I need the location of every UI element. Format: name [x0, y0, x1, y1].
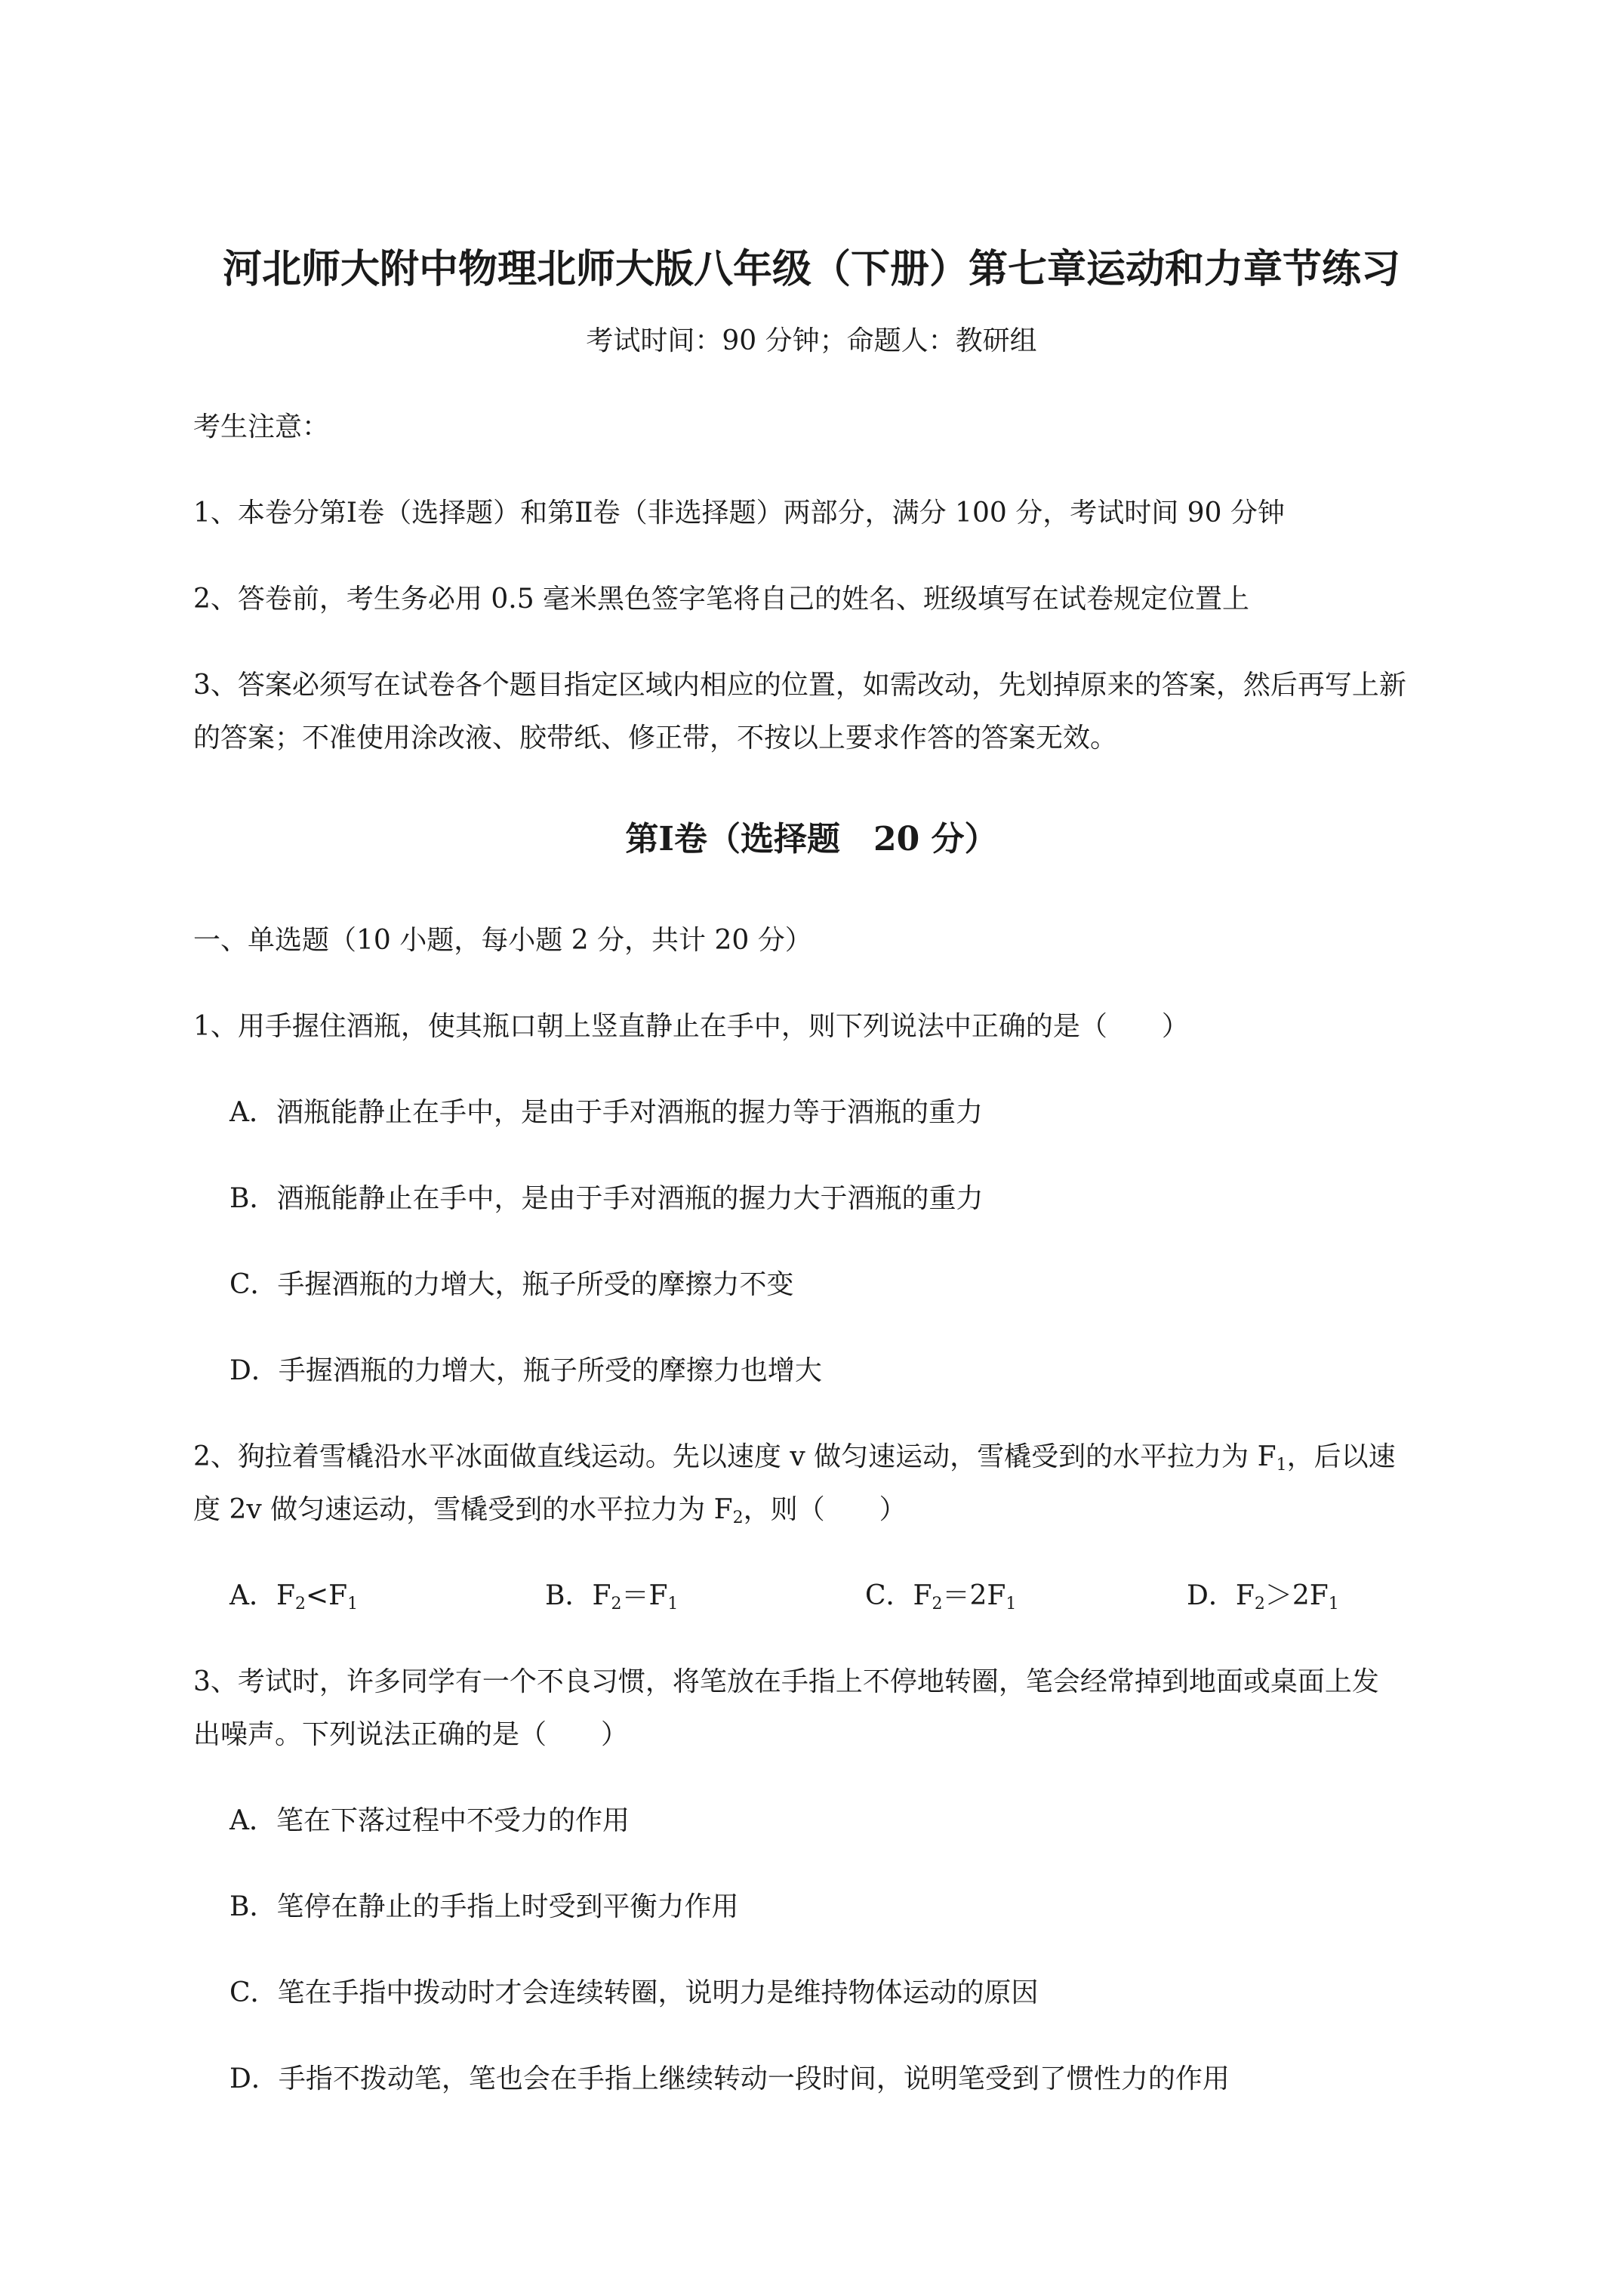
notice-heading: 考生注意：: [193, 411, 330, 442]
notice-item: 2、答卷前，考生务必用 0.5 毫米黑色签字笔将自己的姓名、班级填写在试卷规定位置上: [193, 584, 1250, 615]
part-heading: 一、单选题（10 小题，每小题 2 分，共计 20 分）: [193, 925, 812, 956]
subscript: 2: [611, 1595, 622, 1613]
notice-item-continued: 的答案；不准使用涂改液、胶带纸、修正带，不按以上要求作答的答案无效。: [193, 723, 1118, 754]
option-text: ＝F: [621, 1580, 668, 1611]
subscript: 2: [732, 1509, 744, 1527]
subscript: 1: [667, 1595, 679, 1613]
option-text: ＞2F: [1264, 1580, 1329, 1611]
option-b: B．笔停在静止的手指上时受到平衡力作用: [229, 1891, 739, 1922]
notice-item: 1、本卷分第Ⅰ卷（选择题）和第Ⅱ卷（非选择题）两部分，满分 100 分，考试时间 90 分钟: [193, 498, 1285, 529]
stem-text: 度 2v 做匀速运动，雪橇受到的水平拉力为 F: [193, 1494, 733, 1525]
question-stem-continued: 出噪声。下列说法正确的是（ ）: [193, 1719, 629, 1750]
option-d: [1187, 1578, 1339, 1614]
option-a: A．笔在下落过程中不受力的作用: [229, 1805, 630, 1836]
option-label: C．F: [865, 1580, 932, 1611]
option-b: B．酒瓶能静止在手中，是由于手对酒瓶的握力大于酒瓶的重力: [229, 1183, 984, 1214]
subscript: 2: [1254, 1595, 1265, 1613]
option-label: B．F: [545, 1580, 611, 1611]
option-c: C．笔在手指中拨动时才会连续转圈，说明力是维持物体运动的原因: [229, 1977, 1039, 2008]
exam-title: 河北师大附中物理北师大版八年级（下册）第七章运动和力章节练习: [222, 246, 1400, 292]
subscript: 1: [1276, 1456, 1287, 1475]
question-stem: 3、考试时，许多同学有一个不良习惯，将笔放在手指上不停地转圈，笔会经常掉到地面或桌面上发: [193, 1666, 1379, 1697]
notice-item: 3、答案必须写在试卷各个题目指定区域内相应的位置，如需改动，先划掉原来的答案，然后再写上新: [193, 670, 1406, 701]
question-stem: 1、用手握住酒瓶，使其瓶口朝上竖直静止在手中，则下列说法中正确的是（ ）: [193, 1011, 1189, 1042]
subscript: 1: [1328, 1595, 1339, 1613]
option-c: [865, 1578, 1016, 1614]
option-a: A．酒瓶能静止在手中，是由于手对酒瓶的握力等于酒瓶的重力: [229, 1097, 983, 1128]
option-label: A．F: [229, 1580, 295, 1611]
subscript: 1: [347, 1595, 359, 1613]
option-text: <F: [305, 1580, 348, 1611]
stem-text: 2、狗拉着雪橇沿水平冰面做直线运动。先以速度 v 做匀速运动，雪橇受到的水平拉力为 F: [193, 1441, 1277, 1472]
option-d: D．手握酒瓶的力增大，瓶子所受的摩擦力也增大: [229, 1355, 822, 1386]
subscript: 1: [1006, 1595, 1017, 1613]
option-c: C．手握酒瓶的力增大，瓶子所受的摩擦力不变: [229, 1269, 794, 1300]
option-text: ＝2F: [942, 1580, 1006, 1611]
subscript: 2: [294, 1595, 306, 1613]
question-stem-continued: [193, 1492, 907, 1528]
option-d: D．手指不拨动笔，笔也会在手指上继续转动一段时间，说明笔受到了惯性力的作用: [229, 2063, 1230, 2094]
section-title: 第Ⅰ卷（选择题 20 分）: [625, 820, 998, 858]
option-label: D．F: [1187, 1580, 1255, 1611]
exam-subtitle: 考试时间：90 分钟；命题人：教研组: [586, 325, 1037, 356]
question-stem: [193, 1439, 1396, 1475]
option-a: [229, 1578, 358, 1614]
stem-text: ，后以速: [1286, 1441, 1396, 1472]
option-b: [545, 1578, 678, 1614]
subscript: 2: [932, 1595, 943, 1613]
stem-text: ，则（ ）: [743, 1494, 907, 1525]
